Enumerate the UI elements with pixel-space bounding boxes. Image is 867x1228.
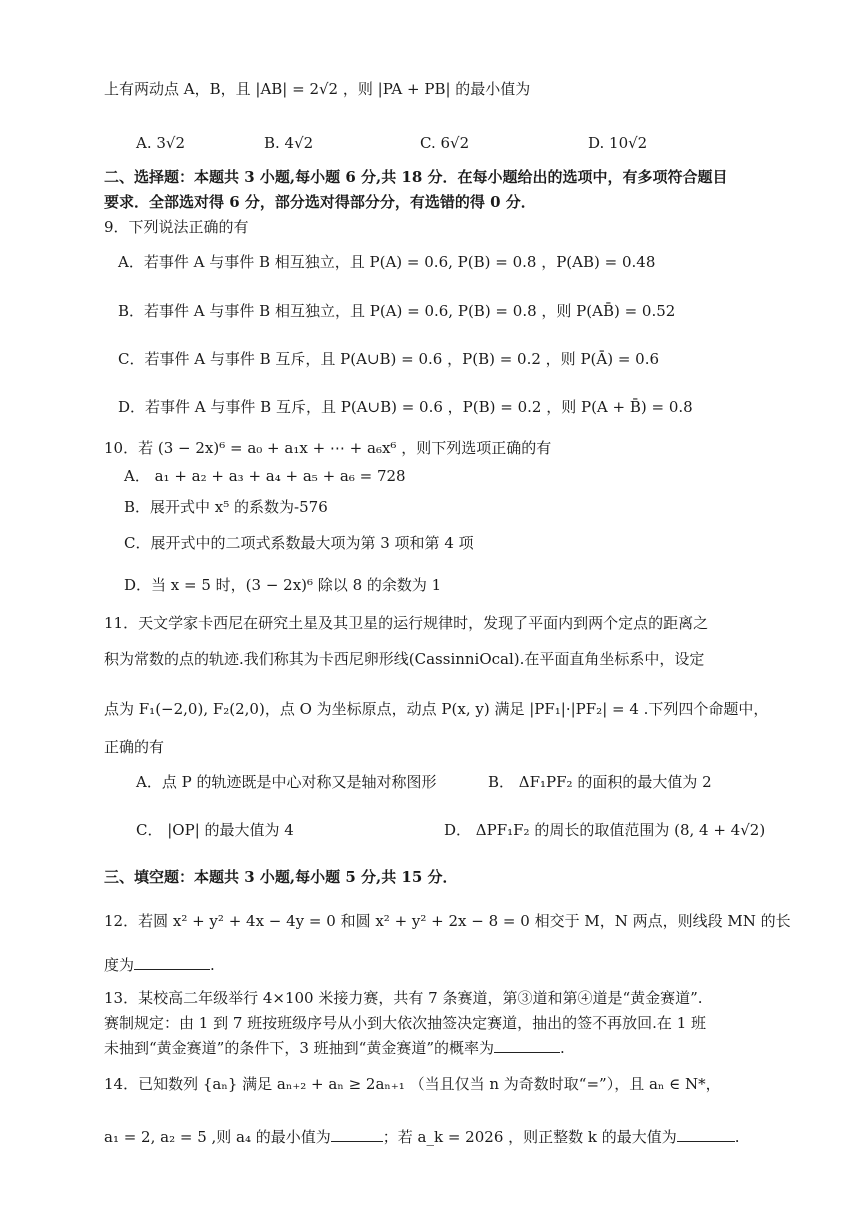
- q8-option-d: D. 10√2: [588, 134, 648, 152]
- q8-option-b: B. 4√2: [264, 134, 314, 152]
- q12-line-2: [104, 954, 867, 976]
- q13-line-3-end: .: [560, 1039, 565, 1057]
- q11-line-2: 积为常数的点的轨迹.我们称其为卡西尼卵形线(CassinniOcal).在平面直角坐标系中，设定: [104, 650, 705, 668]
- q14-line-2b: ；若 a_k = 2026 ，则正整数 k 的最大值为: [382, 1128, 677, 1146]
- q13-line-3: [104, 1037, 867, 1059]
- q11-option-c: C． |OP| 的最大值为 4: [136, 821, 294, 839]
- q11-line-3: 点为 F₁(−2,0), F₂(2,0)，点 O 为坐标原点，动点 P(x, y) 满足 |PF₁|·|PF₂| = 4 .下列四个命题中，: [104, 700, 769, 718]
- q14-line-2: [104, 1126, 867, 1148]
- section3-header: 三、填空题：本题共 3 小题,每小题 5 分,共 15 分．: [104, 868, 458, 886]
- q9-option-d: D．若事件 A 与事件 B 互斥，且 P(A∪B) = 0.6 ，P(B) = 0.2 ，则 P(A + B̄) = 0.8: [118, 398, 693, 416]
- q11-line-4: 正确的有: [104, 738, 165, 756]
- q10-option-b: B．展开式中 x⁵ 的系数为-576: [124, 498, 328, 516]
- q12-line-2-text: 度为: [104, 956, 135, 974]
- q10-option-c: C．展开式中的二项式系数最大项为第 3 项和第 4 项: [124, 534, 474, 552]
- q13-line-2: 赛制规定：由 1 到 7 班按班级序号从小到大依次抽签决定赛道，抽出的签不再放回.在 1 班: [104, 1014, 707, 1032]
- q10-option-d: D．当 x = 5 时，(3 − 2x)⁶ 除以 8 的余数为 1: [124, 576, 442, 594]
- q10-stem: 10．若 (3 − 2x)⁶ = a₀ + a₁x + ⋯ + a₆x⁶ ，则下列选项正确的有: [104, 439, 552, 457]
- q14-line-2-end: .: [734, 1128, 740, 1146]
- q13-line-1: 13．某校高二年级举行 4×100 米接力赛，共有 7 条赛道，第③道和第④道是“黄金赛道”.: [104, 989, 703, 1007]
- q14-line-2a: a₁ = 2, a₂ = 5 ,则 a₄ 的最小值为: [104, 1128, 331, 1146]
- q13-line-3-text: 未抽到“黄金赛道”的条件下，3 班抽到“黄金赛道”的概率为: [104, 1039, 494, 1057]
- q9-option-b: B．若事件 A 与事件 B 相互独立，且 P(A) = 0.6, P(B) = 0.8 ，则 P(AB̄) = 0.52: [118, 302, 676, 320]
- q9-option-c: C．若事件 A 与事件 B 互斥，且 P(A∪B) = 0.6 ，P(B) = 0.2 ，则 P(Ā) = 0.6: [118, 350, 660, 368]
- q8-option-a: A. 3√2: [136, 134, 186, 152]
- q11-option-a: A．点 P 的轨迹既是中心对称又是轴对称图形: [136, 773, 437, 791]
- q9-stem: 9．下列说法正确的有: [104, 218, 249, 236]
- q12-answer-blank[interactable]: [134, 955, 210, 970]
- q12-line-1: 12．若圆 x² + y² + 4x − 4y = 0 和圆 x² + y² + 2x − 8 = 0 相交于 M，N 两点，则线段 MN 的长: [104, 912, 791, 930]
- q11-option-d: D． ΔPF₁F₂ 的周长的取值范围为 (8, 4 + 4√2): [444, 821, 766, 839]
- q14-line-1: 14．已知数列 {aₙ} 满足 aₙ₊₂ + aₙ ≥ 2aₙ₊₁ （当且仅当 n 为奇数时取“=”），且 aₙ ∈ N*，: [104, 1075, 721, 1093]
- q11-option-b: B． ΔF₁PF₂ 的面积的最大值为 2: [488, 773, 712, 791]
- q14-answer-blank-2[interactable]: [677, 1127, 735, 1142]
- q9-option-a: A．若事件 A 与事件 B 相互独立，且 P(A) = 0.6, P(B) = 0.8 ，P(AB) = 0.48: [118, 253, 656, 271]
- q11-line-1: 11．天文学家卡西尼在研究土星及其卫星的运行规律时，发现了平面内到两个定点的距离之: [104, 614, 709, 632]
- q14-answer-blank-1[interactable]: [331, 1127, 383, 1142]
- q13-answer-blank[interactable]: [494, 1038, 560, 1053]
- q8-continued-line: 上有两动点 A，B，且 |AB| = 2√2 ，则 |PA + PB| 的最小值为: [104, 80, 531, 98]
- section2-header-2: 要求．全部选对得 6 分，部分选对得部分分，有选错的得 0 分．: [104, 193, 536, 211]
- section2-header-1: 二、选择题：本题共 3 小题,每小题 6 分,共 18 分．在每小题给出的选项中，有多项符合题目: [104, 168, 728, 186]
- q12-line-2-end: .: [210, 956, 215, 974]
- q10-option-a: A． a₁ + a₂ + a₃ + a₄ + a₅ + a₆ = 728: [124, 467, 406, 485]
- q8-option-c: C. 6√2: [420, 134, 470, 152]
